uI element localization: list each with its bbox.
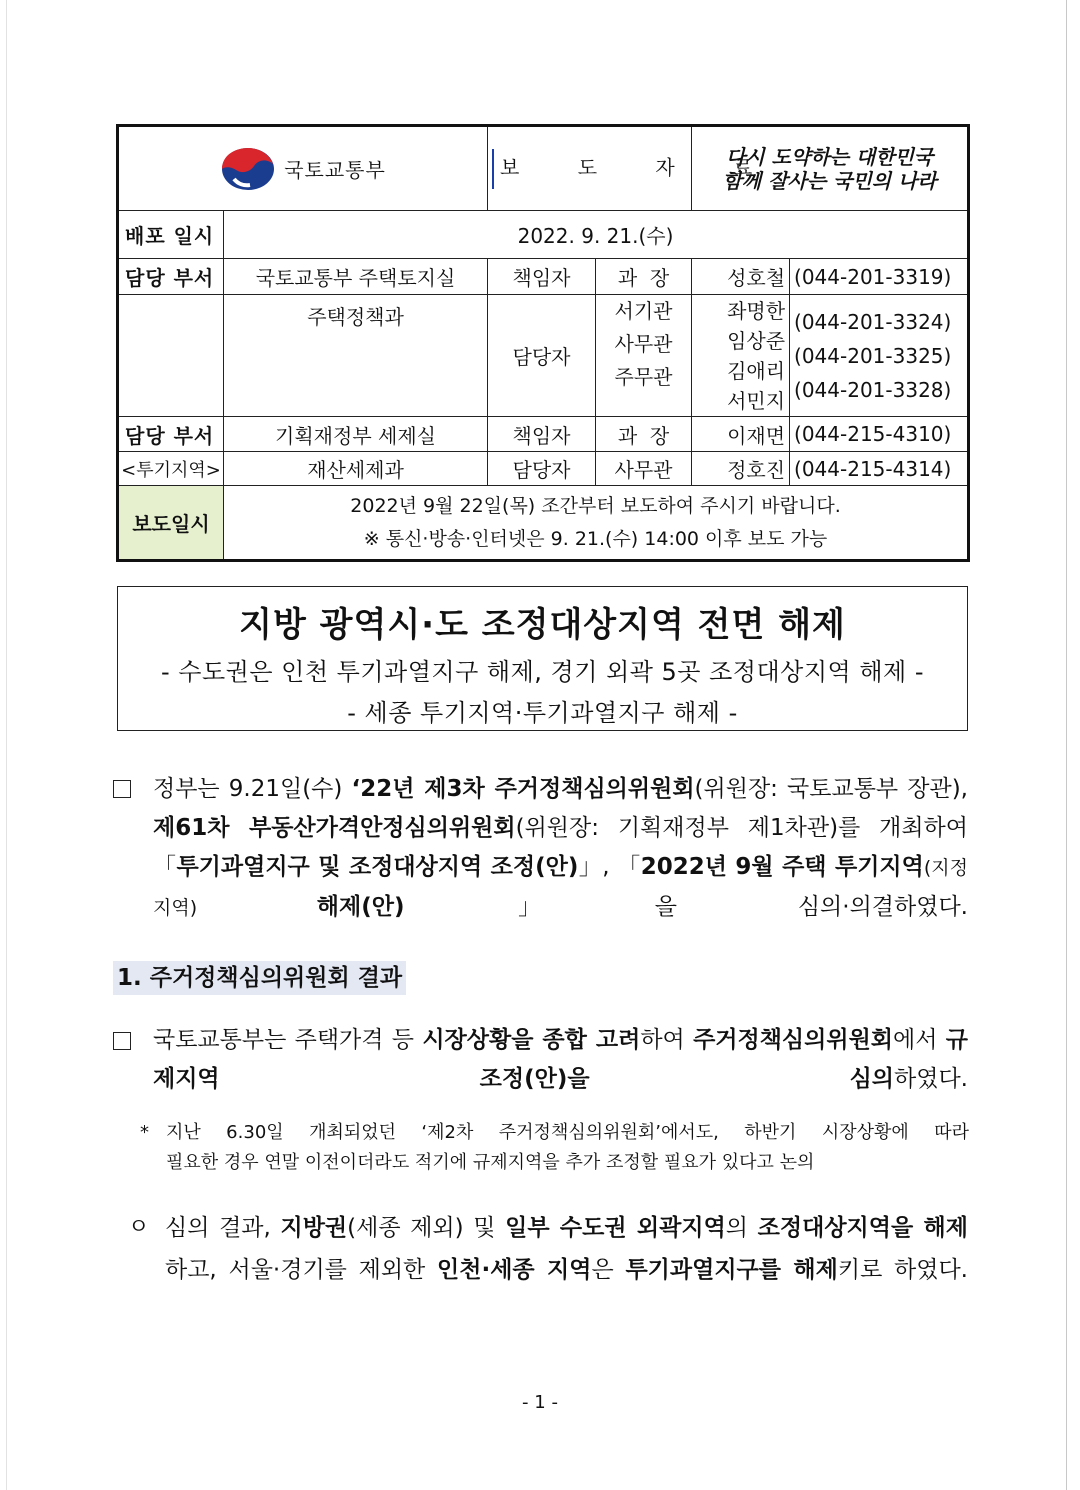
dept2-head-phone: (044-215-4310) bbox=[790, 417, 969, 452]
headline-subtitle: - 수도권은 인천 투기과열지구 해제, 경기 외곽 5곳 조정대상지역 해제 - bbox=[161, 658, 924, 686]
emphasis: 투기과열지구를 해제 bbox=[625, 1257, 838, 1283]
staff-title: 사무관 bbox=[614, 332, 673, 356]
dept1-head-name: 성호철 bbox=[692, 259, 790, 295]
text-run: 정부는 9.21일(수) bbox=[153, 776, 352, 802]
emphasis: 지방권 bbox=[280, 1215, 348, 1241]
text-run: (지정지역) bbox=[153, 857, 968, 919]
emphasis: 투기과열지구 및 조정대상지역 조정(안) bbox=[176, 854, 579, 880]
footnote bbox=[166, 1118, 969, 1178]
slogan-line: 다시 도약하는 대한민국 bbox=[725, 144, 934, 169]
dept1-head-role: 책임자 bbox=[488, 259, 596, 295]
box-bullet bbox=[113, 1023, 153, 1062]
box-bullet-icon bbox=[113, 1032, 131, 1050]
emphasis: 인천·세종 지역 bbox=[437, 1257, 592, 1283]
dept1-staff-phones bbox=[790, 295, 969, 417]
dept1-sub: 주택정책과 bbox=[224, 295, 488, 417]
dept2-sub: 재산세제과 bbox=[224, 452, 488, 486]
dept2-staff-role: 담당자 bbox=[488, 452, 596, 486]
emphasis: ‘22년 제3차 주거정책심의위원회 bbox=[351, 776, 695, 802]
paragraph-1 bbox=[153, 770, 968, 928]
headline-title: 지방 광역시·도 조정대상지역 전면 해제 bbox=[239, 605, 846, 645]
headline-box bbox=[117, 586, 968, 731]
text-run: 」을 심의·의결하였다. bbox=[404, 894, 968, 920]
slogan-line: 함께 잘사는 국민의 나라 bbox=[722, 168, 937, 193]
dept1-name: 국토교통부 주택토지실 bbox=[224, 259, 488, 295]
emphasis: 일부 수도권 외곽지역 bbox=[505, 1215, 726, 1241]
staff-title: 주무관 bbox=[614, 365, 673, 389]
box-bullet bbox=[113, 771, 153, 810]
dept1-staff-names bbox=[692, 295, 790, 417]
dept1-head-phone: (044-201-3319) bbox=[790, 259, 969, 295]
staff-name: 서민지 bbox=[727, 388, 786, 413]
doc-title: 보 도 자 료 bbox=[500, 155, 779, 179]
text-run: (위원장: 국토교통부 장관), bbox=[694, 776, 968, 802]
page-edge bbox=[6, 0, 7, 1490]
staff-name: 좌명한 bbox=[727, 298, 786, 323]
emphasis: 제61차 부동산가격안정심의위원회 bbox=[153, 815, 516, 841]
dept1-staff-role: 담당자 bbox=[488, 295, 596, 417]
dept2-label: 담당 부서 bbox=[118, 417, 224, 452]
dept2-head-role: 책임자 bbox=[488, 417, 596, 452]
embargo-text bbox=[224, 486, 969, 561]
staff-title: 서기관 bbox=[614, 299, 673, 323]
staff-name: 임상준 bbox=[727, 328, 786, 353]
text-run: 의 bbox=[725, 1215, 758, 1241]
embargo-line: ※ 통신·방송·인터넷은 9. 21.(수) 14:00 이후 보도 가능 bbox=[363, 527, 828, 550]
embargo-label: 보도일시 bbox=[118, 486, 224, 561]
dist-date-value: 2022. 9. 21.(수) bbox=[224, 211, 969, 259]
text-run: 」, 「 bbox=[578, 854, 641, 880]
dept2-name: 기획재정부 세제실 bbox=[224, 417, 488, 452]
dept2-head-name: 이재면 bbox=[692, 417, 790, 452]
dept2-staff-phone: (044-215-4314) bbox=[790, 452, 969, 486]
embargo-line: 2022년 9월 22일(목) 조간부터 보도하여 주시기 바랍니다. bbox=[350, 494, 841, 517]
circle-bullet: ㅇ bbox=[128, 1215, 150, 1240]
footnote-line: 지난 6.30일 개최되었던 ‘제2차 주거정책심의위원회’에서도, 하반기 시장상황에 따라 bbox=[166, 1122, 969, 1143]
text-run: 하여 bbox=[640, 1027, 694, 1053]
empty-cell bbox=[118, 295, 224, 417]
dept1-staff-titles bbox=[596, 295, 692, 417]
text-run: 은 bbox=[591, 1257, 626, 1283]
staff-phone: (044-201-3328) bbox=[794, 377, 952, 402]
text-run: (세종 제외) 및 bbox=[347, 1215, 506, 1241]
staff-phone: (044-201-3324) bbox=[794, 309, 952, 334]
text-run: (위원장: 기획재정부 제1차관)를 개최하여 「 bbox=[153, 815, 968, 880]
box-bullet-icon bbox=[113, 780, 131, 798]
dept1-head-title: 과 장 bbox=[596, 259, 692, 295]
dept2-label-sub: <투기지역> bbox=[118, 452, 224, 486]
emphasis: 주거정책심의위원회 bbox=[693, 1027, 894, 1053]
doc-title-cell bbox=[488, 126, 779, 211]
text-run: 하였다. bbox=[894, 1066, 968, 1092]
staff-name: 김애리 bbox=[727, 358, 786, 383]
dept2-staff-title: 사무관 bbox=[596, 452, 692, 486]
paragraph-3 bbox=[165, 1207, 968, 1291]
ministry-logo-text: 국토교통부 bbox=[284, 158, 386, 182]
text-run: 키로 하였다. bbox=[837, 1257, 968, 1283]
text-cursor bbox=[492, 149, 494, 189]
dept2-head-title: 과 장 bbox=[596, 417, 692, 452]
dist-date-label: 배포 일시 bbox=[118, 211, 224, 259]
text-run: 국토교통부는 주택가격 등 bbox=[153, 1027, 423, 1053]
ministry-logo-cell bbox=[118, 126, 488, 211]
press-release-header-table bbox=[116, 124, 970, 562]
emphasis: 조정대상지역을 해제 bbox=[757, 1215, 968, 1241]
dept2-staff-name: 정호진 bbox=[692, 452, 790, 486]
note-mark: * bbox=[140, 1122, 149, 1143]
emphasis: 규제지역 조정(안)을 심의 bbox=[153, 1027, 968, 1092]
ministry-emblem-icon bbox=[220, 146, 276, 192]
text-run: 에서 bbox=[893, 1027, 946, 1053]
headline-subtitle: - 세종 투기지역·투기과열지구 해제 - bbox=[347, 699, 738, 727]
footnote-line: 필요한 경우 연말 이전이더라도 적기에 규제지역을 추가 조정할 필요가 있다고 논의 bbox=[166, 1152, 815, 1173]
paragraph-2 bbox=[153, 1021, 968, 1099]
dept1-label: 담당 부서 bbox=[118, 259, 224, 295]
text-run: 심의 결과, bbox=[165, 1215, 281, 1241]
section-heading: 1. 주거정책심의위원회 결과 bbox=[113, 961, 406, 995]
emphasis: 시장상황을 종합 고려 bbox=[422, 1027, 641, 1053]
page-edge bbox=[1066, 0, 1067, 1490]
staff-phone: (044-201-3325) bbox=[794, 343, 952, 368]
emphasis: 해제(안) bbox=[316, 894, 405, 920]
page-number: - 1 - bbox=[522, 1392, 558, 1413]
text-run: 하고, 서울·경기를 제외한 bbox=[165, 1257, 438, 1283]
emphasis: 2022년 9월 주택 투기지역 bbox=[640, 854, 924, 880]
